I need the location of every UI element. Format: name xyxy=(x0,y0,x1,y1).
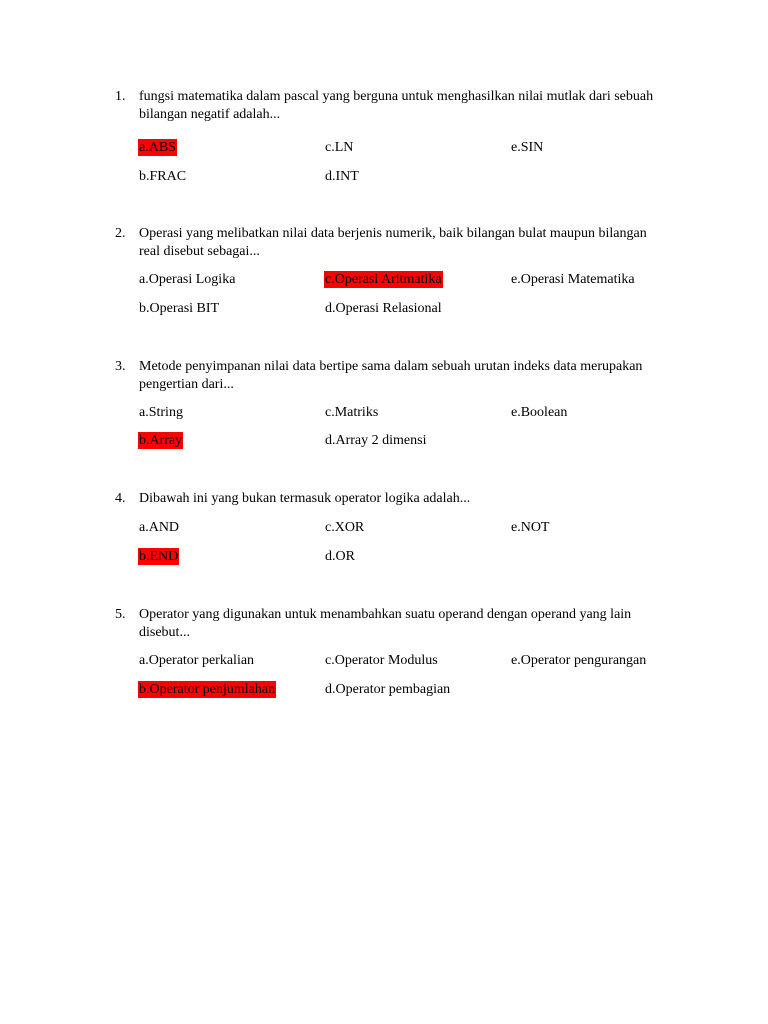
question-text: Operasi yang melibatkan nilai data berjenis numerik, baik bilangan bulat maupun bilangan real disebut sebagai... xyxy=(139,226,647,259)
option-e: e.NOT xyxy=(511,520,550,535)
option-c: c.LN xyxy=(325,140,354,155)
question-text: Dibawah ini yang bukan termasuk operator logika adalah... xyxy=(139,491,471,506)
option-a: a.String xyxy=(139,405,183,420)
option-e: e.Operasi Matematika xyxy=(511,272,635,287)
question-number: 1. xyxy=(115,89,126,104)
option-c: c.Operasi Aritmatika xyxy=(325,272,442,287)
option-b: b.END xyxy=(139,549,179,564)
option-d: d.OR xyxy=(325,549,355,564)
option-d: d.Operasi Relasional xyxy=(325,301,442,316)
question-number: 3. xyxy=(115,359,126,374)
option-d: d.Array 2 dimensi xyxy=(325,433,427,448)
option-e: e.Boolean xyxy=(511,405,568,420)
option-e: e.SIN xyxy=(511,140,544,155)
option-a: a.Operator perkalian xyxy=(139,653,255,668)
option-b: b.Operasi BIT xyxy=(139,301,220,316)
option-d: d.INT xyxy=(325,169,359,184)
option-b: b.Operator penjumlahan xyxy=(139,682,276,697)
option-c: c.Matriks xyxy=(325,405,379,420)
option-b: b.FRAC xyxy=(139,169,187,184)
option-c: c.Operator Modulus xyxy=(325,653,438,668)
question-number: 4. xyxy=(115,491,126,506)
option-e: e.Operator pengurangan xyxy=(511,653,647,668)
option-c: c.XOR xyxy=(325,520,365,535)
option-a: a.Operasi Logika xyxy=(139,272,236,287)
option-a: a.AND xyxy=(139,520,180,535)
option-d: d.Operator pembagian xyxy=(325,682,451,697)
question-number: 5. xyxy=(115,607,126,622)
question-number: 2. xyxy=(115,226,126,241)
question-text: Metode penyimpanan nilai data bertipe sama dalam sebuah urutan indeks data merupakan pengertian dari... xyxy=(139,359,643,392)
question-text: Operator yang digunakan untuk menambahkan suatu operand dengan operand yang lain disebut... xyxy=(139,607,632,640)
question-text: fungsi matematika dalam pascal yang berguna untuk menghasilkan nilai mutlak dari sebuah bilangan negatif adalah... xyxy=(139,89,654,122)
option-a: a.ABS xyxy=(139,140,176,155)
option-b: b.Array xyxy=(139,433,183,448)
